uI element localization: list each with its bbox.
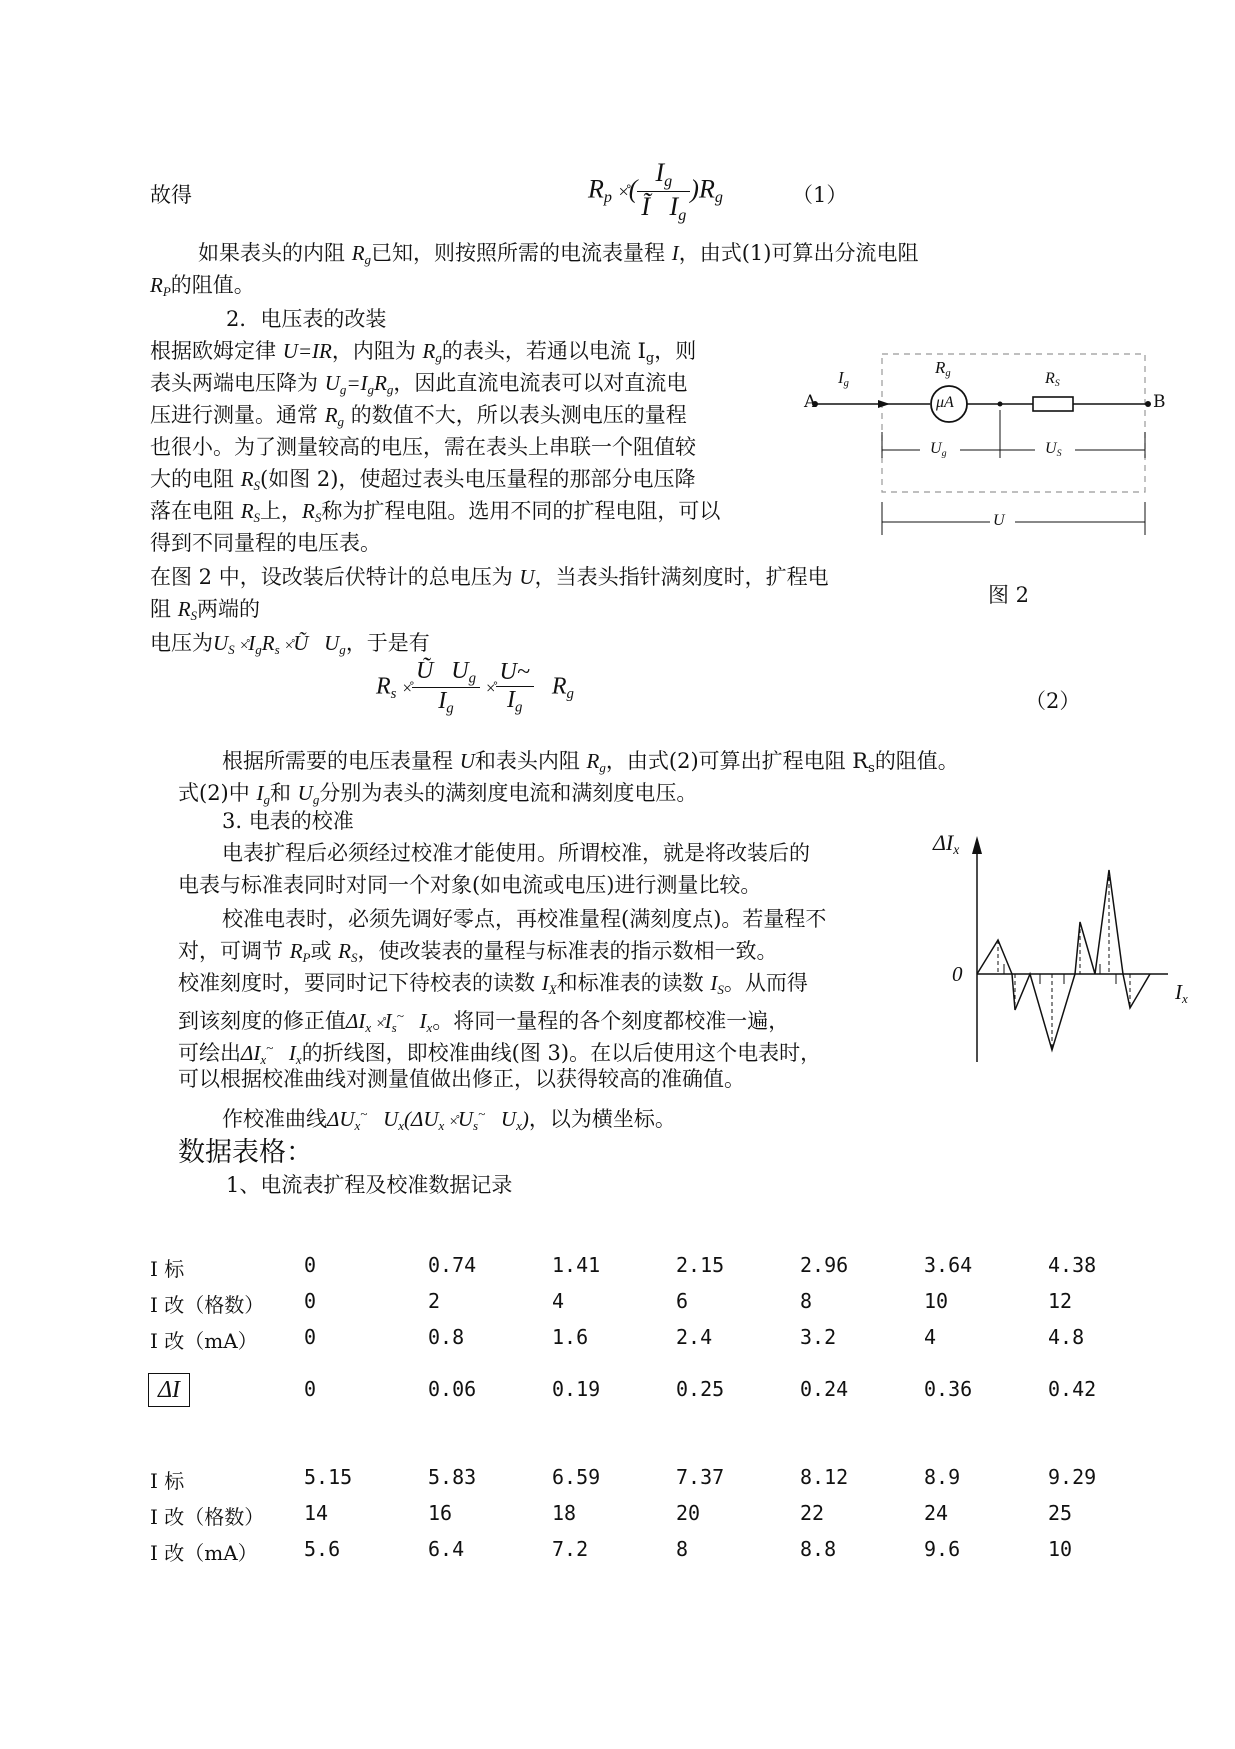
equation-2: $R_s$ ×̊ $\frac{Ũ U_g}{I_g}$ ×̊ $\frac{U\sim}{I_g}$ $R_g$ [376,658,574,717]
table-cell: 0 [304,1377,317,1401]
table-cell: 0 [304,1253,317,1277]
table-cell: 7.2 [552,1537,589,1561]
fig3-axis-y-label: $\Delta I_x$ [933,830,960,858]
fig2-label-us: $U_S$ [1045,440,1062,459]
table-cell: 10 [924,1289,949,1313]
s2-line-1: 根据欧姆定律 U=IR，内阻为 $R_g$的表头，若通以电流 $I_g$，则 [150,339,697,366]
table-cell: 0.19 [552,1377,601,1401]
table-cell: 9.6 [924,1537,961,1561]
table-cell: 8 [676,1537,689,1561]
s2-line-2: 表头两端电压降为 $U_g=I_gR_g$，因此直流电流表可以对直流电 [150,371,688,397]
figure-3-calibration-curve [940,830,1200,1070]
s3-p2b: 对，可调节 $R_P$或 $R_S$，使改装表的量程与标准表的指示数相一致。 [178,939,778,965]
table-cell: 7.37 [676,1465,725,1489]
s3-p3: 校准刻度时，要同时记下待校表的读数 $I_X$和标准表的读数 $I_S$。从而得 [178,971,808,997]
table-cell: 5.83 [428,1465,477,1489]
table-cell: 8 [800,1289,813,1313]
s2-after-1: 根据所需要的电压表量程 U和表头内阻 $R_g$，由式(2)可算出扩程电阻 $R_s$的阻值。 [222,749,959,776]
gu-de-label: 故得 [150,183,192,207]
table-cell: 22 [800,1501,825,1525]
table-cell: 4 [552,1289,565,1313]
table-cell: 0.8 [428,1325,465,1349]
s3-p1: 电表扩程后必须经过校准才能使用。所谓校准，就是将改装后的 [222,841,810,865]
table-cell: 3.64 [924,1253,973,1277]
table-cell: 8.12 [800,1465,849,1489]
fig3-axis-x-label: $I_x$ [1175,980,1188,1006]
table-cell: 2 [428,1289,441,1313]
table-cell: 24 [924,1501,949,1525]
table-cell: 5.6 [304,1537,341,1561]
data-section-heading: 数据表格： [178,1137,313,1168]
section-2-title: 2．电压表的改装 [226,307,387,331]
table-cell: 0.24 [800,1377,849,1401]
s3-p1b: 电表与标准表同时对同一个对象(如电流或电压)进行测量比较。 [178,873,762,897]
table-cell: 0.25 [676,1377,725,1401]
row-label-i-std: I 标 [150,1257,185,1281]
s3-p2: 校准电表时，必须先调好零点，再校准量程(满刻度点)。若量程不 [222,907,827,931]
table-cell: 2.4 [676,1325,713,1349]
equation-1: $R_p$ ×̊( $\frac{I_g}{Ĩ I_g}$ )$R_g$ [588,158,723,224]
table-cell: 8.9 [924,1465,961,1489]
table-cell: 5.15 [304,1465,353,1489]
table-cell: 8.8 [800,1537,837,1561]
s2-line-5: 大的电阻 $R_S$(如图 2)，使超过表头电压量程的那部分电压降 [150,467,696,493]
table-cell: 4 [924,1325,937,1349]
paragraph-rp-end: $R_P$的阻值。 [150,273,255,299]
equation-2-number: （2） [1025,689,1081,713]
row-label-i-mod-ma: I 改（mA） [150,1329,258,1353]
table-cell: 0.06 [428,1377,477,1401]
table-cell: 4.8 [1048,1325,1085,1349]
fig2-label-rs: $R_S$ [1045,370,1060,389]
row-label-i-std: I 标 [150,1469,185,1493]
row-label-i-mod-ma: I 改（mA） [150,1541,258,1565]
s3-p7: 作校准曲线$\Delta U_x^\sim$ $U_x(\Delta U_x$ $\times̊U_s^\sim$ $U_x$)，以为横坐标。 [222,1106,676,1133]
s2-line-10: 电压为$U_S$ $\times̊I_gR_s$ ×̊Ũ $U_g$，于是有 [150,631,430,657]
table-cell: 18 [552,1501,577,1525]
row-label-delta-i: ΔI [148,1373,190,1407]
table-cell: 1.6 [552,1325,589,1349]
table-cell: 16 [428,1501,453,1525]
table-cell: 3.2 [800,1325,837,1349]
table-cell: 6 [676,1289,689,1313]
s2-after-2: 式(2)中 $I_g$和 $U_g$分别为表头的满刻度电流和满刻度电压。 [178,781,698,807]
table-cell: 12 [1048,1289,1073,1313]
table-cell: 9.29 [1048,1465,1097,1489]
table-cell: 6.59 [552,1465,601,1489]
table-cell: 25 [1048,1501,1073,1525]
s3-p6: 可以根据校准曲线对测量值做出修正，以获得较高的准确值。 [178,1067,745,1091]
fig2-meter-label: μA [936,394,954,411]
s2-line-4: 也很小。为了测量较高的电压，需在表头上串联一个阻值较 [150,435,696,459]
s2-line-7: 得到不同量程的电压表。 [150,531,381,555]
table-cell: 14 [304,1501,329,1525]
table-cell: 1.41 [552,1253,601,1277]
s2-line-9: 阻 $R_S$两端的 [150,597,261,623]
figure-2-caption: 图 2 [988,583,1030,607]
row-label-i-mod-div: I 改（格数） [150,1293,265,1317]
row-label-i-mod-div: I 改（格数） [150,1505,265,1529]
table-cell: 0 [304,1289,317,1313]
s3-p5: 可绘出$\Delta I_x^\sim$ $I_x$的折线图，即校准曲线(图 3)。在以后使用这个电表时， [178,1040,822,1067]
fig2-label-ig: $I_g$ [838,368,849,390]
paragraph-rp: 如果表头的内阻 $R_g$已知，则按照所需的电流表量程 I，由式(1)可算出分流电阻 [198,241,919,267]
fig2-label-a: A [804,392,817,412]
fig2-label-b: B [1153,392,1166,412]
fig2-label-rg: $R_g$ [935,358,951,380]
s2-line-6: 落在电阻 $R_S$上，$R_S$称为扩程电阻。选用不同的扩程电阻，可以 [150,499,721,525]
data-section-subheading: 1、电流表扩程及校准数据记录 [226,1173,513,1197]
table-cell: 20 [676,1501,701,1525]
table-cell: 4.38 [1048,1253,1097,1277]
table-cell: 0 [304,1325,317,1349]
table-cell: 10 [1048,1537,1073,1561]
table-cell: 0.42 [1048,1377,1097,1401]
table-cell: 0.74 [428,1253,477,1277]
table-cell: 0.36 [924,1377,973,1401]
fig3-origin-label: 0 [952,962,963,986]
fig2-label-ug: $U_g$ [930,440,947,459]
table-cell: 6.4 [428,1537,465,1561]
table-cell: 2.96 [800,1253,849,1277]
s3-p4: 到该刻度的修正值$\Delta I_x$ $\times̊I_s^\sim$ $I_x$。将同一量程的各个刻度都校准一遍， [178,1008,790,1035]
equation-1-number: （1） [792,183,848,207]
table-cell: 2.15 [676,1253,725,1277]
section-3-title: 3. 电表的校准 [222,809,354,833]
s2-line-8: 在图 2 中，设改装后伏特计的总电压为 U，当表头指针满刻度时，扩程电 [150,565,829,589]
s2-line-3: 压进行测量。通常 $R_g$ 的数值不大，所以表头测电压的量程 [150,403,687,429]
fig2-label-u: U [993,512,1005,529]
